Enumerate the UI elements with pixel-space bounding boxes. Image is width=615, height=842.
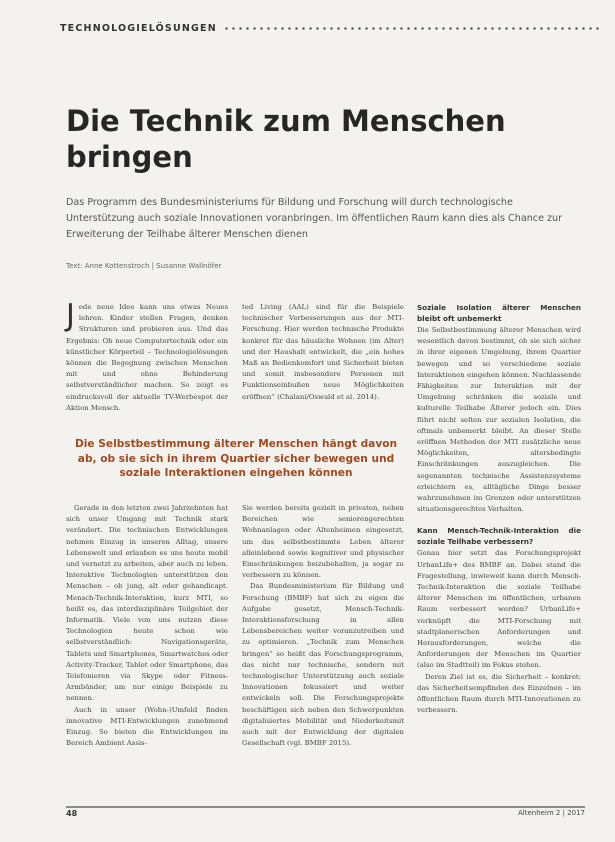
subheading-teilhabe: Kann Mensch-Technik-Interaktion die soziale Teilhabe verbessern? bbox=[417, 526, 581, 547]
section-header bbox=[60, 16, 600, 40]
column-3 bbox=[417, 302, 581, 717]
intro-paragraph bbox=[66, 298, 228, 414]
pull-quote: Die Selbstbestimmung älterer Menschen hängt davon ab, ob sie sich in ihrem Quartier sicher bewegen und soziale Interaktionen eingehen können bbox=[74, 438, 398, 479]
column-3-paragraph-2: Genau hier setzt das Forschungsprojekt UrbanLife+ des BMBF an. Dabei stand die Fragestellung, inwieweit kann durch Mensch-Technik-Interaktion die soziale Teilhabe älterer Menschen im öffentlichen, urbanen Raum verbessert werden? UrbanLife+ verknüpft die MTI-Forschung mit stadtplanerischen Anforderungen und Herausforderungen, welche die Anforderungen der Menschen im Quartier (also im Stadtteil) im Fokus stehen. bbox=[417, 549, 581, 670]
drop-cap: J bbox=[66, 298, 75, 333]
intro-text: ede neue Idee kann uns etwas Neues lehren. Kinder stellen Fragen, denken Strukturen und probieren aus. Und das Ergebnis: Ob neue Computertechnik oder ein künstlicher Körperteil – Technologielösungen können die Begegnung zwischen Menschen mit und ohne Behinderung selbstverständlicher machen. So zeigt es eindrucksvoll der aktuelle TV-Werbespot der Aktion Mensch. bbox=[66, 303, 228, 412]
article-title: Die Technik zum Menschen bringen bbox=[66, 104, 506, 174]
column-1-paragraph-2: Gerade in den letzten zwei Jahrzehnten hat sich unser Umgang mit Technik stark verändert. Die technischen Entwicklungen nehmen Einzug in unseren Alltag, unsere Lebenswelt und erlauben es uns heute mobil und vernetzt zu arbeiten, aber auch zu leben. Interaktive Technologien unterstützen den Menschen – ob jung, alt oder gehandicapt. Mensch-Technik-Interaktion, kurz MTI, so heißt es, das interdisziplinäre Teilgebiet der Informatik. Viele von uns nutzen diese Technologien heute schon wie selbstverständlich: Navigationsgeräte, Tablets und Smartphones, Smartwatches oder Activity-Tracker, Tablet oder Smartphone, das Telefonieren via Skype oder Fitness-Armbänder, um nur einige Beispiele zu nennen. bbox=[66, 504, 228, 703]
column-2-paragraph-1: ted Living (AAL) sind für die Beispiele technischer Verbesserungen aus der MTI-Forschung. Hier werden technische Produkte konkret für das häusliche Wohnen (im Alter) und der Haushalt entwickelt, die „ein hohes Maß an Bedienkomfort und Sicherheit bieten und somit insbesondere Personen mit Funktionseinbußen neue Möglichkeiten eröffnen“ (Chalani/Oswald et al. 2014). bbox=[242, 303, 404, 401]
column-3-paragraph-1: Die Selbstbestimmung älterer Menschen wird wesentlich davon bestimmt, ob sie sich sicher in ihrer eigenen Umgebung, ihrem Quartier bewegen und so verschiedene soziale Interaktionen eingehen können. Nachlassende Fähigkeiten zur Interaktion mit der Umgebung schränken die soziale und kulturelle Teilhabe Älterer jedoch ein. Dies führt nicht selten zur sozialen Isolation, die oftmals unbemerkt bleibt. An dieser Stelle eröffnen Methoden der MTI zusätzliche neue Möglichkeiten, altersbedingte Einschränkungen auszugleichen. Die sogenannten technische Assistenzsysteme erleichtern es, alltägliche Dinge besser wahrzunehmen im Grenzen oder unterstützen situationsgerechtes Verhalten. bbox=[417, 326, 581, 514]
column-1-bottom bbox=[66, 503, 228, 749]
section-label: TECHNOLOGIELÖSUNGEN bbox=[60, 22, 217, 34]
issue-label: Altenheim 2 | 2017 bbox=[517, 809, 585, 817]
footer-rule bbox=[66, 806, 585, 808]
column-1-top bbox=[66, 298, 228, 414]
column-2-top bbox=[242, 302, 404, 403]
column-2-bottom bbox=[242, 503, 404, 749]
column-2-paragraph-3: Das Bundesministerium für Bildung und Forschung (BMBF) hat sich zu eigen die Aufgabe gesetzt, Mensch-Technik-Interaktionsforschung in allen Lebensbereichen weiter voranzutreiben und zu optimieren. „Technik zum Menschen bringen“ so heißt das Forschungsprogramm, das nicht nur technische, sondern mit technologischer Unterstützung auch soziale Innovationen fokussiert und weiter entwickeln soll. Die Forschungsprojekte beschäftigen sich neben den Schwerpunkten digitalisiertes Mobilität und Niederkeitsmit auch mit der Entwicklung der digitalen Gesellschaft (vgl. BMBF 2015). bbox=[242, 582, 404, 748]
subheading-isolation: Soziale Isolation älterer Menschen bleibt oft unbemerkt bbox=[417, 303, 581, 323]
page-number: 48 bbox=[66, 809, 78, 818]
article-author: Text: Anne Kottenstroch | Susanne Wallnöfer bbox=[66, 262, 222, 270]
column-3-paragraph-3: Deren Ziel ist es, die Sicherheit – konkret: das Sicherheitsempfinden des Einzelnen – im öffentlichen Raum durch MTI-Innovationen zu verbessern. bbox=[417, 672, 581, 715]
header-dotted-rule bbox=[223, 27, 600, 30]
article-lead: Das Programm des Bundesministeriums für Bildung und Forschung will durch technologische Unterstützung auch soziale Innovationen voranbringen. Im öffentlichen Raum kann dies als Chance zur Erweiterung der Teilhabe älterer Menschen dienen bbox=[66, 197, 563, 240]
column-1-paragraph-3: Auch in unser (Wohn-)Umfeld finden innovative MTI-Entwicklungen zunehmend Einzug. So bieten die Entwicklungen im Bereich Ambient Assis- bbox=[66, 705, 228, 748]
column-2-paragraph-2: Sie werden bereits gezielt in privaten, neben Bereichen wie seniorengerechten Wohnanlagen oder Altenheimen eingesetzt, um das selbstbestimmte Leben älterer alleinlebend sowie kognitiver und physischer Einschränkungen beizubehalten, ja sogar zu verbessern zu können. bbox=[242, 504, 404, 580]
